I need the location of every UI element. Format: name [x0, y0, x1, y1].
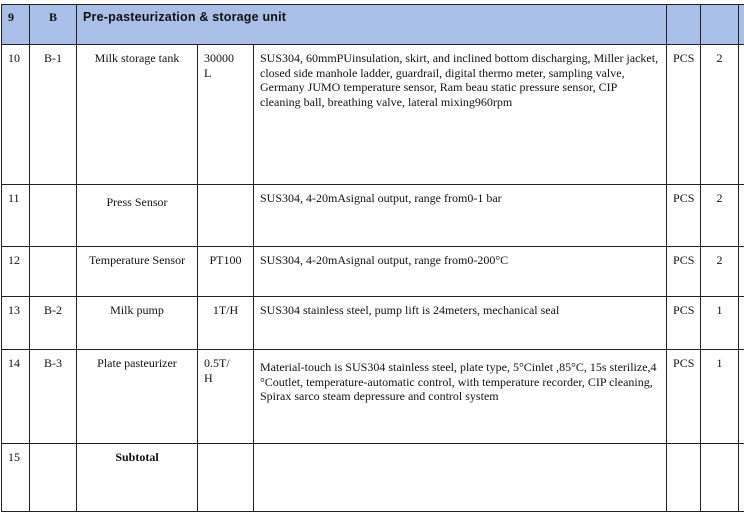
- item-capacity: PT100: [198, 247, 254, 297]
- item-capacity: 30000 L: [198, 45, 254, 185]
- item-extra: [739, 350, 744, 444]
- item-description: SUS304, 4-20mAsignal output, range from0-200°C: [254, 247, 667, 297]
- item-capacity: [198, 444, 254, 512]
- subtotal-row: [2, 444, 744, 512]
- table-row: [2, 350, 744, 444]
- item-extra: [739, 45, 744, 185]
- item-code: [30, 247, 77, 297]
- item-name: Plate pasteurizer: [77, 350, 198, 444]
- description-line: Material-touch is SUS304 stainless steel, plate type, 5°Cinlet ,85°C, 15s sterilize,4 °Coutlet, temperature-automatic control, with temperature recorder, CIP cleaning,: [260, 360, 657, 389]
- item-description: [254, 444, 667, 512]
- item-qty: 2: [701, 45, 739, 185]
- item-code: [30, 444, 77, 512]
- item-extra: [739, 247, 744, 297]
- row-number: 13: [2, 297, 30, 350]
- item-capacity: 0.5T/ H: [198, 350, 254, 444]
- item-code: B-3: [30, 350, 77, 444]
- table-row: [2, 45, 744, 185]
- item-code: B-1: [30, 45, 77, 185]
- item-unit: PCS: [667, 350, 701, 444]
- item-description: SUS304 stainless steel, pump lift is 24meters, mechanical seal: [254, 297, 667, 350]
- row-number: 11: [2, 185, 30, 247]
- header-extra-cell: [739, 5, 744, 45]
- item-qty: 1: [701, 297, 739, 350]
- section-code: B: [30, 5, 77, 45]
- row-number: 10: [2, 45, 30, 185]
- equipment-table: [1, 4, 744, 512]
- item-qty: 2: [701, 185, 739, 247]
- item-qty: 1: [701, 350, 739, 444]
- item-name: Milk pump: [77, 297, 198, 350]
- item-extra: [739, 297, 744, 350]
- item-description: SUS304, 4-20mAsignal output, range from0-1 bar: [254, 185, 667, 247]
- item-unit: [667, 444, 701, 512]
- table-row: [2, 247, 744, 297]
- header-qty-cell: [701, 5, 739, 45]
- header-unit-cell: [667, 5, 701, 45]
- description-line: Spirax sarco steam depressure and control system: [260, 389, 499, 403]
- section-header-row: [2, 5, 744, 45]
- item-unit: PCS: [667, 185, 701, 247]
- subtotal-label: Subtotal: [77, 444, 198, 512]
- item-code: [30, 185, 77, 247]
- item-name: Temperature Sensor: [77, 247, 198, 297]
- table-row: [2, 185, 744, 247]
- row-number: 12: [2, 247, 30, 297]
- item-capacity: 1T/H: [198, 297, 254, 350]
- item-code: B-2: [30, 297, 77, 350]
- table-row: [2, 297, 744, 350]
- section-title: Pre-pasteurization & storage unit: [77, 5, 667, 45]
- item-extra: [739, 444, 744, 512]
- item-unit: PCS: [667, 45, 701, 185]
- item-name: Press Sensor: [77, 185, 198, 247]
- item-description: [254, 350, 667, 444]
- row-number: 14: [2, 350, 30, 444]
- item-capacity: [198, 185, 254, 247]
- item-unit: PCS: [667, 247, 701, 297]
- item-extra: [739, 185, 744, 247]
- row-number: 15: [2, 444, 30, 512]
- item-description: SUS304, 60mmPUinsulation, skirt, and inclined bottom discharging, Miller jacket, closed side manhole ladder, guardrail, digital thermo meter, sampling valve, Germany JUMO temperature sensor, Ram beau static pressure sensor, CIP cleaning ball, breathing valve, lateral mixing960rpm: [254, 45, 667, 185]
- item-qty: 2: [701, 247, 739, 297]
- item-qty: [701, 444, 739, 512]
- section-number: 9: [2, 5, 30, 45]
- item-unit: PCS: [667, 297, 701, 350]
- item-name: Milk storage tank: [77, 45, 198, 185]
